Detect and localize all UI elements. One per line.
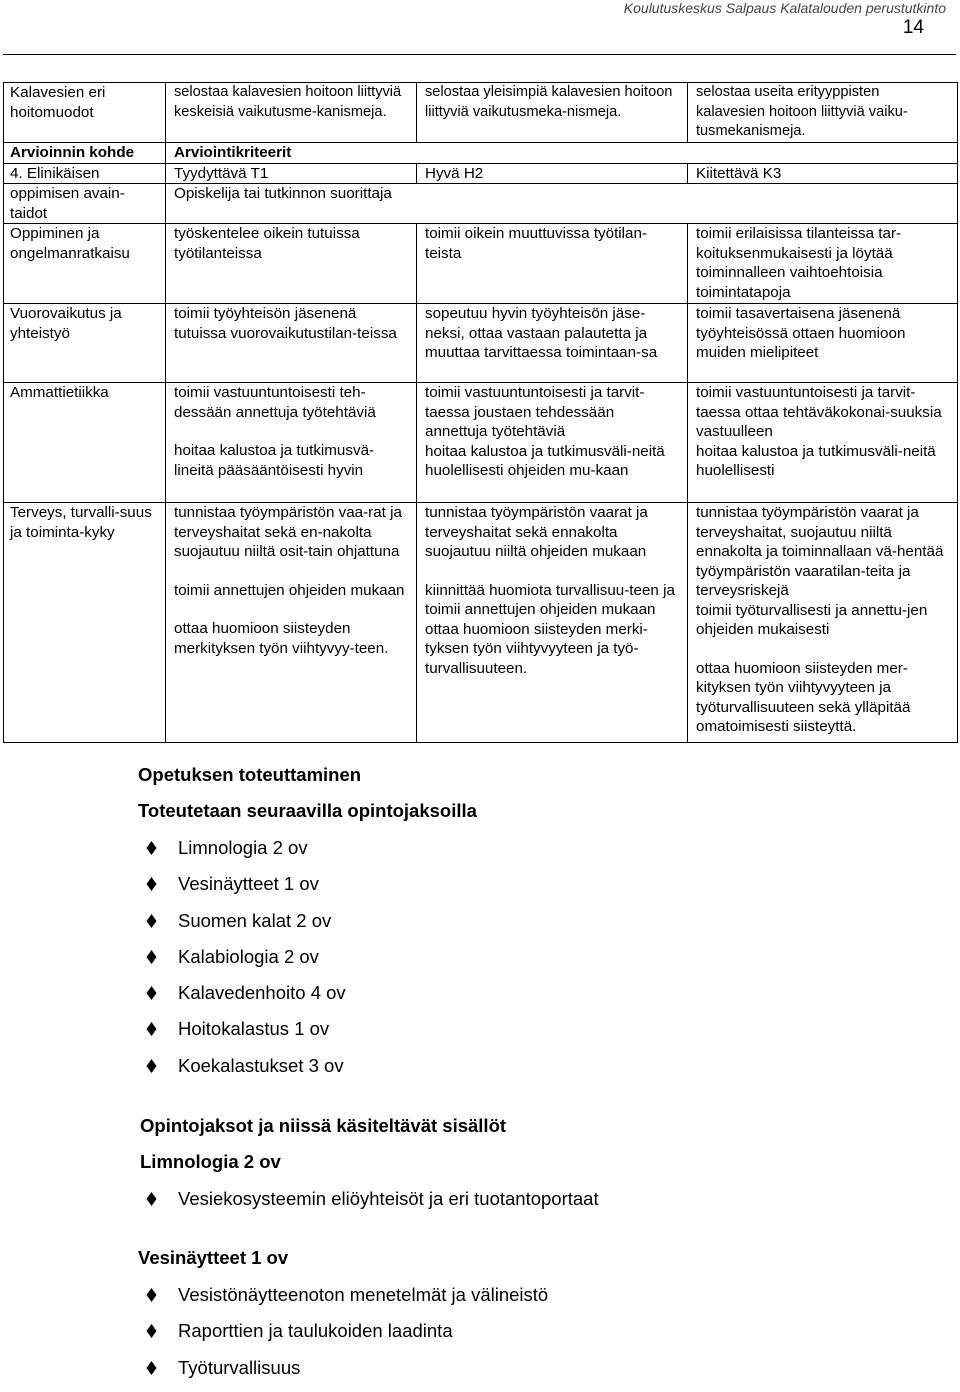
table-cell: Terveys, turvalli-suus ja toiminta-kyky xyxy=(4,503,166,743)
grade-label: Tyydyttävä T1 xyxy=(166,163,417,184)
table-row xyxy=(4,163,958,184)
table-cell: Opiskelija tai tutkinnon suorittaja xyxy=(166,184,958,224)
table-cell: selostaa useita erityyppisten kalavesien hoitoon liittyviä vaiku-tusmekanismeja. xyxy=(688,83,958,143)
grade-label: Kiitettävä K3 xyxy=(688,163,958,184)
table-header-cell: Arviointikriteerit xyxy=(166,142,958,163)
criteria-text: hoitaa kalustoa ja tutkimusvä-lineitä pääsääntöisesti hyvin xyxy=(174,442,375,479)
diamond-bullet-icon xyxy=(146,1022,157,1036)
assessment-criteria-table xyxy=(3,82,958,743)
criteria-text: kiinnittää huomiota turvallisuu-teen ja toimii annettujen ohjeiden mukaan xyxy=(425,581,675,618)
criteria-text: toimii työturvallisesti ja annettu-jen ohjeiden mukaisesti xyxy=(696,601,928,638)
section-heading: Opintojaksot ja niissä käsiteltävät sisällöt xyxy=(140,1115,507,1136)
table-cell: Kalavesien eri hoitomuodot xyxy=(4,83,166,143)
diamond-bullet-icon xyxy=(146,1288,157,1302)
criteria-text: tunnistaa työympäristön vaarat ja terveyshaitat, suojautuu niiltä ennakolta ja toiminnallaan vä-hentää työympäristön vaaratilan-teita ja terveysriskejä xyxy=(696,504,944,599)
course-heading: Limnologia 2 ov xyxy=(140,1151,281,1172)
criteria-text: ottaa huomioon siisteyden merki-tyksen työn viihtyvyyteen ja työ-turvallisuuteen. xyxy=(425,620,648,677)
table-cell: toimii tasavertaisena jäsenenä työyhteisössä ottaen huomioon muiden mielipiteet xyxy=(688,304,958,383)
diamond-bullet-icon xyxy=(146,877,157,891)
criteria-text: ottaa huomioon siisteyden merkityksen työn viihtyvyy-teen. xyxy=(174,620,389,657)
table-cell xyxy=(166,503,417,743)
criteria-text: hoitaa kalustoa ja tutkimusväli-neitä huolellisesti ohjeiden mu-kaan xyxy=(425,442,665,479)
table-cell: Vuorovaikutus ja yhteistyö xyxy=(4,304,166,383)
section-heading: Opetuksen toteuttaminen xyxy=(138,764,362,785)
diamond-bullet-icon xyxy=(146,1192,157,1206)
diamond-bullet-icon xyxy=(146,914,157,928)
criteria-text: hoitaa kalustoa ja tutkimusväli-neitä huolellisesti xyxy=(696,442,936,479)
table-cell xyxy=(688,383,958,503)
table-cell: työskentelee oikein tutuissa työtilanteissa xyxy=(166,224,417,304)
table-row xyxy=(4,142,958,163)
table-cell: Ammattietiikka xyxy=(4,383,166,503)
table-cell: Oppiminen ja ongelmanratkaisu xyxy=(4,224,166,304)
table-cell: selostaa yleisimpiä kalavesien hoitoon liittyviä vaikutusmeka-nismeja. xyxy=(417,83,688,143)
criteria-text: toimii vastuuntuntoisesti teh-dessään annettuja työtehtäviä xyxy=(174,384,376,421)
diamond-bullet-icon xyxy=(146,1324,157,1338)
criteria-text: tunnistaa työympäristön vaa-rat ja terveyshaitat sekä en-nakolta suojautuu niiltä osit-tain ohjattuna xyxy=(174,504,402,560)
grade-label: Hyvä H2 xyxy=(417,163,688,184)
table-row xyxy=(4,383,958,503)
criteria-text: toimii vastuuntuntoisesti ja tarvit-taessa joustaen tehdessään annettuja työtehtäviä xyxy=(425,384,645,440)
document-header-title: Koulutuskeskus Salpaus Kalatalouden perustutkinto xyxy=(623,0,946,16)
header-rule xyxy=(3,54,956,55)
table-row xyxy=(4,304,958,383)
table-cell xyxy=(166,383,417,503)
diamond-bullet-icon xyxy=(146,986,157,1000)
table-cell xyxy=(417,503,688,743)
table-cell xyxy=(688,503,958,743)
table-cell: sopeutuu hyvin työyhteisön jäse-neksi, ottaa vastaan palautetta ja muuttaa tarvittaessa toimintaan-sa xyxy=(417,304,688,383)
criteria-text: toimii vastuuntuntoisesti ja tarvit-taessa ottaa tehtäväkokonai-suuksia vastuulleen xyxy=(696,384,942,440)
course-heading: Vesinäytteet 1 ov xyxy=(138,1247,289,1268)
diamond-bullet-icon xyxy=(146,841,157,855)
diamond-bullet-icon xyxy=(146,1059,157,1073)
table-cell: toimii työyhteisön jäsenenä tutuissa vuorovaikutustilan-teissa xyxy=(166,304,417,383)
table-cell: oppimisen avain-taidot xyxy=(4,184,166,224)
table-row xyxy=(4,224,958,304)
section-subheading: Toteutetaan seuraavilla opintojaksoilla xyxy=(138,800,477,821)
criteria-text: ottaa huomioon siisteyden mer-kityksen työn viihtyvyyteen ja työturvallisuuteen sekä ylläpitää omatoimisesti siisteyttä. xyxy=(696,659,911,735)
table-header-cell: Arvioinnin kohde xyxy=(4,142,166,163)
table-cell xyxy=(417,383,688,503)
page-number: 14 xyxy=(902,17,924,38)
table-cell: selostaa kalavesien hoitoon liittyviä keskeisiä vaikutusme-kanismeja. xyxy=(166,83,417,143)
table-row xyxy=(4,503,958,743)
table-cell: toimii oikein muuttuvissa työtilan-teista xyxy=(417,224,688,304)
criteria-text: tunnistaa työympäristön vaarat ja terveyshaitat sekä ennakolta suojautuu niiltä ohjeiden mukaan xyxy=(425,504,648,560)
table-row xyxy=(4,184,958,224)
table-cell: toimii erilaisissa tilanteissa tar-koituksenmukaisesti ja löytää toiminnalleen vaihtoehtoisia toimintatapoja xyxy=(688,224,958,304)
table-cell: 4. Elinikäisen xyxy=(4,163,166,184)
table-row xyxy=(4,83,958,143)
diamond-bullet-icon xyxy=(146,950,157,964)
diamond-bullet-icon xyxy=(146,1361,157,1375)
criteria-text: toimii annettujen ohjeiden mukaan xyxy=(174,581,405,599)
